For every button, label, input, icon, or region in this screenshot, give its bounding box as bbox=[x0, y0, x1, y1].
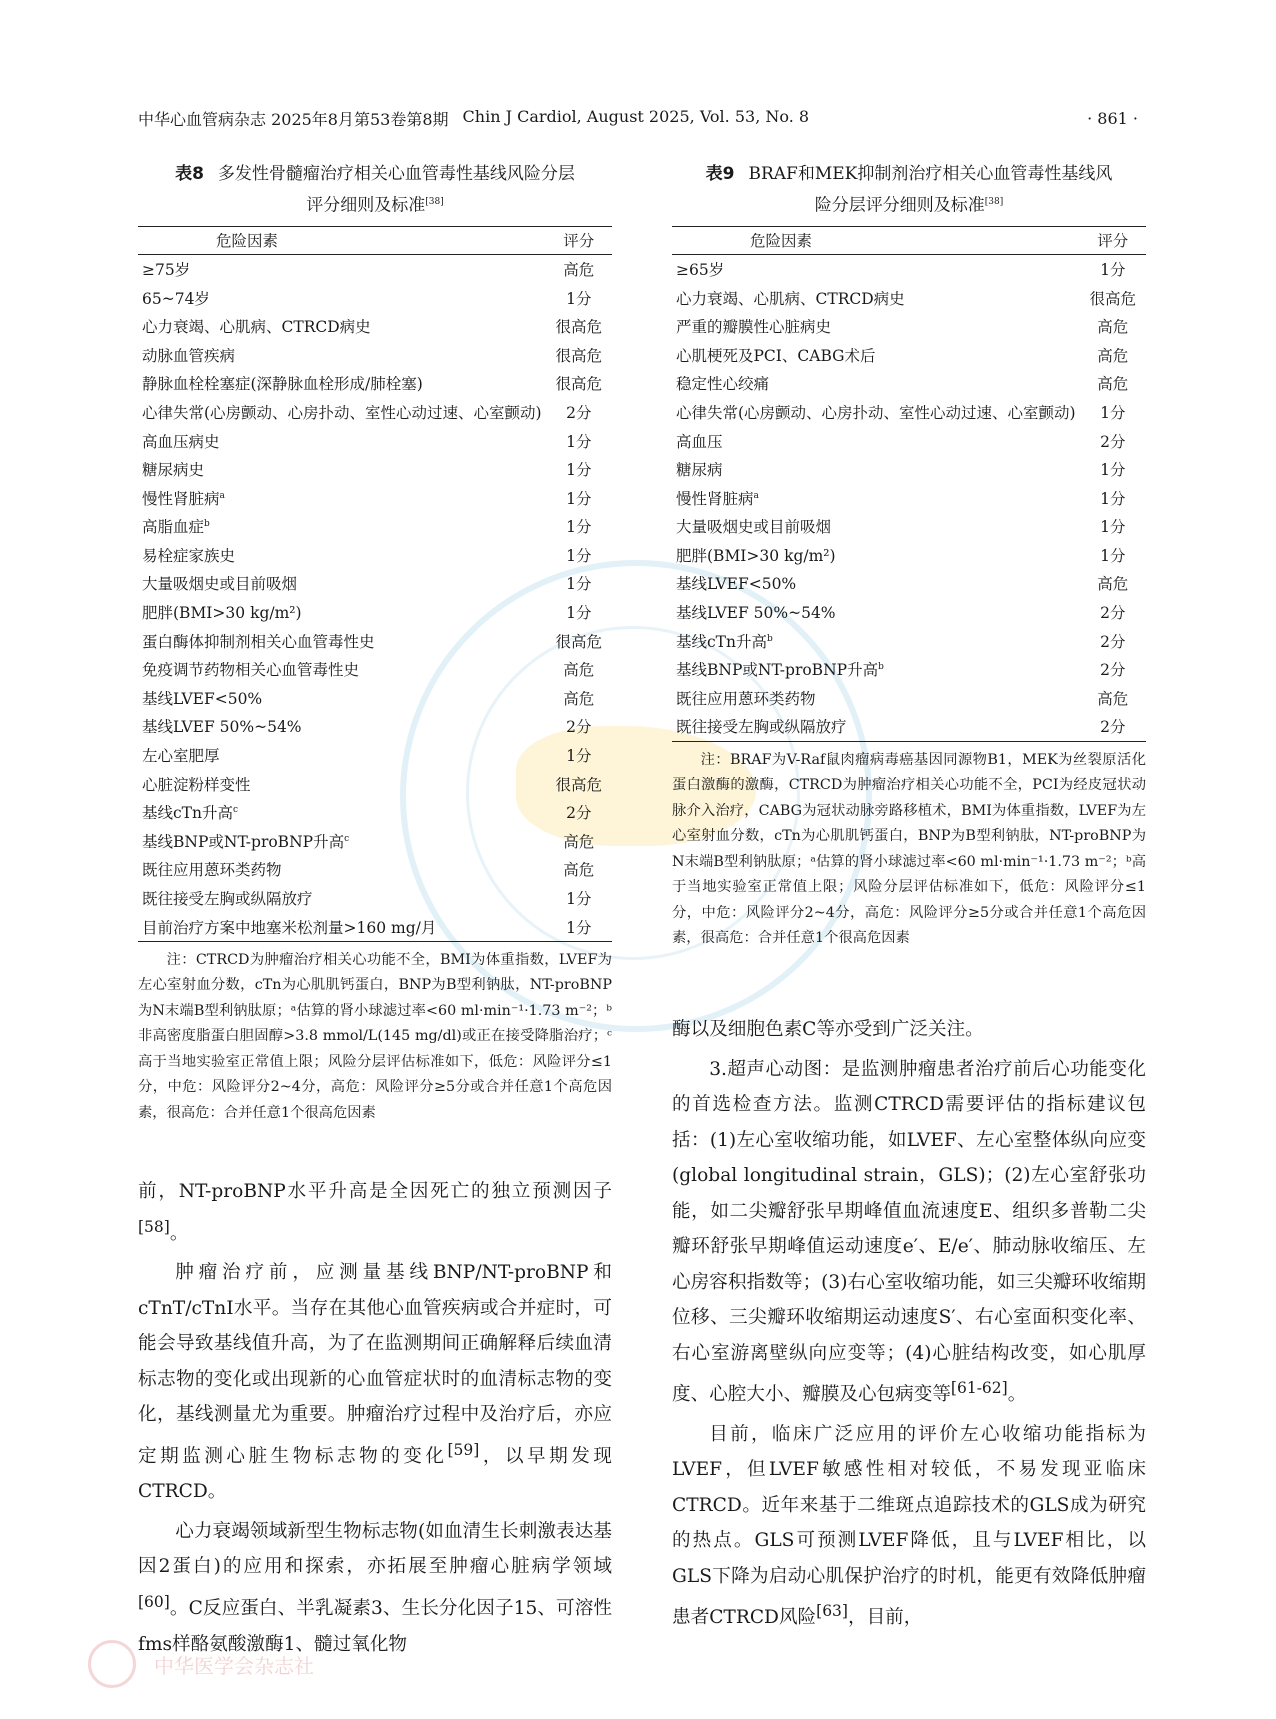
risk-factor-cell: 既往接受左胸或纵隔放疗 bbox=[142, 890, 313, 909]
score-cell: 1分 bbox=[546, 912, 612, 941]
risk-factor-cell: 免疫调节药物相关心血管毒性史 bbox=[142, 661, 360, 680]
risk-factor-cell: 基线LVEF<50% bbox=[676, 575, 797, 594]
table-row bbox=[138, 569, 612, 598]
table-row bbox=[138, 884, 612, 913]
score-cell: 1分 bbox=[566, 461, 592, 480]
table-row bbox=[138, 684, 612, 713]
risk-factor-cell: 基线LVEF 50%~54% bbox=[142, 718, 302, 737]
table8-header-factor: 危险因素 bbox=[138, 226, 546, 254]
score-cell: 很高危 bbox=[555, 346, 603, 365]
score-cell: 高危 bbox=[1097, 346, 1129, 365]
risk-factor-cell: ≥65岁 bbox=[676, 260, 725, 279]
risk-factor-cell: 大量吸烟史或目前吸烟 bbox=[676, 518, 832, 537]
score-cell: 1分 bbox=[1100, 461, 1126, 480]
score-cell: 1分 bbox=[1100, 518, 1126, 537]
score-cell: 1分 bbox=[1100, 546, 1126, 565]
risk-factor-cell: 基线cTn升高$^c$ bbox=[142, 804, 239, 823]
table-row bbox=[672, 483, 1146, 512]
risk-factor-cell: 基线BNP或NT-proBNP升高$^b$ bbox=[676, 661, 884, 680]
score-cell: 1分 bbox=[566, 289, 592, 308]
table-row bbox=[138, 712, 612, 741]
table9-note: 注：BRAF为V-Raf鼠肉瘤病毒癌基因同源物B1，MEK为丝裂原活化蛋白激酶的激酶，CTRCD为肿瘤治疗相关心功能不全，PCI为经皮冠状动脉介入治疗，CABG为冠状动脉旁路移植术，BMI为体重指数，LVEF为左心室射血分数，cTn为心肌肌钙蛋白，BNP为B型利钠肽，NT-proBNP为N末端B型利钠肽原；ᵃ估算的肾小球滤过率<60 ml·min⁻¹·1.73 m⁻²；ᵇ高于当地实验室正常值上限；风险分层评估标准如下，低危：风险评分≤1分，中危：风险评分2~4分，高危：风险评分≥5分或合并任意1个高危因素，很高危：合并任意1个很高危因素 bbox=[672, 751, 1146, 947]
paragraph: 肿瘤治疗前，应测量基线BNP/NT-proBNP和cTnT/cTnI水平。当存在其他心血管疾病或合并症时，可能会导致基线值升高，为了在监测期间正确解释后续血清标志物的变化或出现新的心血管症状时的血清标志物的变化，基线测量尤为重要。肿瘤治疗过程中及治疗后，亦应定期监测心脏生物标志物的变化[59]，以早期发现CTRCD。 bbox=[138, 1262, 612, 1503]
risk-factor-cell: 心力衰竭、心肌病、CTRCD病史 bbox=[676, 289, 905, 308]
score-cell: 1分 bbox=[566, 518, 592, 537]
score-cell: 高危 bbox=[1097, 689, 1129, 708]
table-row bbox=[672, 340, 1146, 369]
risk-factor-cell: 既往接受左胸或纵隔放疗 bbox=[672, 712, 1080, 741]
table-row bbox=[672, 283, 1146, 312]
table-row bbox=[672, 369, 1146, 398]
risk-factor-cell: 易栓症家族史 bbox=[142, 546, 236, 565]
risk-factor-cell: 稳定性心绞痛 bbox=[676, 375, 770, 394]
risk-factor-cell: 左心室肥厚 bbox=[142, 747, 220, 766]
page-header bbox=[138, 104, 1138, 132]
risk-factor-cell: 高血压 bbox=[676, 432, 723, 451]
table8-title: 表8 多发性骨髓瘤治疗相关心血管毒性基线风险分层评分细则及标准[38] bbox=[175, 164, 575, 216]
table-row bbox=[672, 541, 1146, 570]
score-cell: 2分 bbox=[1100, 661, 1126, 680]
table8 bbox=[138, 226, 612, 942]
table-row bbox=[138, 254, 612, 283]
risk-factor-cell: 静脉血栓栓塞症(深静脉血栓形成/肺栓塞) bbox=[142, 375, 423, 394]
table-row bbox=[672, 569, 1146, 598]
table-row bbox=[138, 398, 612, 427]
publisher-name: 中华医学会杂志社 bbox=[154, 1653, 314, 1678]
table-row bbox=[138, 312, 612, 341]
risk-factor-cell: 肥胖(BMI>30 kg/m²) bbox=[676, 546, 836, 565]
score-cell: 1分 bbox=[566, 575, 592, 594]
risk-factor-cell: 慢性肾脏病$^a$ bbox=[142, 489, 225, 508]
paragraph: 前，NT-proBNP水平升高是全因死亡的独立预测因子[58]。 bbox=[138, 1181, 612, 1244]
score-cell: 1分 bbox=[1100, 403, 1126, 422]
score-cell: 1分 bbox=[1100, 260, 1126, 279]
table9 bbox=[672, 226, 1146, 742]
risk-factor-cell: 蛋白酶体抑制剂相关心血管毒性史 bbox=[142, 632, 375, 651]
table-row bbox=[672, 684, 1146, 713]
risk-factor-cell: 基线BNP或NT-proBNP升高$^c$ bbox=[142, 832, 350, 851]
score-cell: 1分 bbox=[566, 747, 592, 766]
table8-block bbox=[138, 160, 612, 1126]
table8-header-score: 评分 bbox=[546, 226, 612, 254]
risk-factor-cell: 高脂血症$^b$ bbox=[142, 518, 210, 537]
score-cell: 2分 bbox=[566, 403, 592, 422]
risk-factor-cell: 基线LVEF 50%~54% bbox=[676, 604, 836, 623]
table-row bbox=[672, 512, 1146, 541]
paragraph: 3.超声心动图：是监测肿瘤患者治疗前后心功能变化的首选检查方法。监测CTRCD需要评估的指标建议包括：(1)左心室收缩功能，如LVEF、左心室整体纵向应变(global longitudinal strain，GLS)；(2)左心室舒张功能，如二尖瓣舒张早期峰值血流速度E、组织多普勒二尖瓣环舒张早期峰值运动速度e′、E/e′、肺动脉收缩压、左心房容积指数等；(3)右心室收缩功能，如三尖瓣环收缩期位移、三尖瓣环收缩期运动速度S′、右心室面积变化率、右心室游离壁纵向应变等；(4)心脏结构改变，如心肌厚度、心腔大小、瓣膜及心包病变等[61-62]。 bbox=[672, 1058, 1146, 1406]
left-body-text bbox=[138, 1174, 612, 1662]
score-cell: 很高危 bbox=[555, 632, 603, 651]
score-cell: 很高危 bbox=[1089, 289, 1137, 308]
table-row bbox=[138, 426, 612, 455]
score-cell: 2分 bbox=[566, 718, 592, 737]
table-row bbox=[138, 340, 612, 369]
table-row bbox=[672, 598, 1146, 627]
score-cell: 高危 bbox=[563, 661, 595, 680]
score-cell: 很高危 bbox=[555, 318, 603, 337]
table-row bbox=[672, 398, 1146, 427]
table9-header-score: 评分 bbox=[1080, 226, 1146, 254]
table-row bbox=[138, 655, 612, 684]
table-row bbox=[672, 312, 1146, 341]
table-row bbox=[672, 626, 1146, 655]
risk-factor-cell: 慢性肾脏病$^a$ bbox=[676, 489, 759, 508]
score-cell: 2分 bbox=[566, 804, 592, 823]
risk-factor-cell: 心肌梗死及PCI、CABG术后 bbox=[676, 346, 876, 365]
score-cell: 2分 bbox=[1100, 604, 1126, 623]
score-cell: 1分 bbox=[566, 604, 592, 623]
table-row bbox=[138, 541, 612, 570]
table-row bbox=[672, 426, 1146, 455]
risk-factor-cell: 既往应用蒽环类药物 bbox=[676, 689, 816, 708]
risk-factor-cell: ≥75岁 bbox=[142, 260, 191, 279]
table-row bbox=[138, 912, 612, 941]
score-cell: 高危 bbox=[563, 861, 595, 880]
score-cell: 1分 bbox=[566, 890, 592, 909]
table9-title: 表9 BRAF和MEK抑制剂治疗相关心血管毒性基线风险分层评分细则及标准[38] bbox=[705, 164, 1113, 216]
risk-factor-cell: 基线LVEF<50% bbox=[142, 689, 263, 708]
score-cell: 2分 bbox=[1100, 632, 1126, 651]
risk-factor-cell: 严重的瓣膜性心脏病史 bbox=[676, 318, 832, 337]
table-row bbox=[138, 827, 612, 856]
score-cell: 高危 bbox=[563, 689, 595, 708]
risk-factor-cell: 心律失常(心房颤动、心房扑动、室性心动过速、心室颤动) bbox=[142, 403, 542, 422]
journal-title-en: Chin J Cardiol, August 2025, Vol. 53, No. 8 bbox=[462, 106, 810, 126]
score-cell: 高危 bbox=[563, 260, 595, 279]
risk-factor-cell: 基线cTn升高$^b$ bbox=[676, 632, 773, 651]
score-cell: 很高危 bbox=[555, 775, 603, 794]
journal-title-cn: 中华心血管病杂志 2025年8月第53卷第8期 bbox=[138, 109, 449, 129]
score-cell: 高危 bbox=[1097, 318, 1129, 337]
score-cell: 1分 bbox=[566, 489, 592, 508]
table-row bbox=[138, 741, 612, 770]
score-cell: 高危 bbox=[563, 832, 595, 851]
score-cell: 1分 bbox=[1100, 489, 1126, 508]
risk-factor-cell: 心律失常(心房颤动、心房扑动、室性心动过速、心室颤动) bbox=[676, 403, 1076, 422]
score-cell: 1分 bbox=[566, 546, 592, 565]
risk-factor-cell: 糖尿病史 bbox=[142, 461, 205, 480]
score-cell: 高危 bbox=[1097, 375, 1129, 394]
paragraph: 心力衰竭领域新型生物标志物(如血清生长刺激表达基因2蛋白)的应用和探索，亦拓展至肿瘤心脏病学领域[60]。C反应蛋白、半乳凝素3、生长分化因子15、可溶性fms样酪氨酸激酶1、髓过氧化物 bbox=[138, 1520, 612, 1655]
table9-block bbox=[672, 160, 1146, 952]
score-cell: 很高危 bbox=[555, 375, 603, 394]
score-cell: 高危 bbox=[1097, 575, 1129, 594]
risk-factor-cell: 肥胖(BMI>30 kg/m²) bbox=[142, 604, 302, 623]
risk-factor-cell: 既往应用蒽环类药物 bbox=[142, 861, 282, 880]
risk-factor-cell: 高血压病史 bbox=[142, 432, 220, 451]
table-row bbox=[672, 655, 1146, 684]
table-row bbox=[138, 283, 612, 312]
score-cell: 1分 bbox=[566, 432, 592, 451]
score-cell: 2分 bbox=[1100, 432, 1126, 451]
paragraph: 酶以及细胞色素C等亦受到广泛关注。 bbox=[672, 1019, 984, 1040]
risk-factor-cell: 动脉血管疾病 bbox=[142, 346, 236, 365]
table-row bbox=[138, 455, 612, 484]
page-number: · 861 · bbox=[1087, 108, 1138, 128]
table-row bbox=[138, 798, 612, 827]
table-row bbox=[138, 769, 612, 798]
table-row bbox=[672, 254, 1146, 283]
table-row bbox=[138, 512, 612, 541]
risk-factor-cell: 糖尿病 bbox=[676, 461, 723, 480]
publisher-seal-icon bbox=[88, 1640, 136, 1688]
risk-factor-cell: 心脏淀粉样变性 bbox=[142, 775, 251, 794]
table-row bbox=[672, 712, 1146, 741]
table8-note: 注：CTRCD为肿瘤治疗相关心功能不全，BMI为体重指数，LVEF为左心室射血分数，cTn为心肌肌钙蛋白，BNP为B型利钠肽，NT-proBNP为N末端B型利钠肽原；ᵃ估算的肾小球滤过率<60 ml·min⁻¹·1.73 m⁻²；ᵇ非高密度脂蛋白胆固醇>3.8 mmol/L(145 mg/dl)或正在接受降脂治疗；ᶜ高于当地实验室正常值上限；风险分层评估标准如下，低危：风险评分≤1分，中危：风险评分2~4分，高危：风险评分≥5分或合并任意1个高危因素，很高危：合并任意1个很高危因素 bbox=[138, 951, 612, 1121]
table-row bbox=[138, 855, 612, 884]
table-row bbox=[138, 369, 612, 398]
table-row bbox=[138, 598, 612, 627]
score-cell: 2分 bbox=[1080, 712, 1146, 741]
table-row bbox=[672, 455, 1146, 484]
table9-header-factor: 危险因素 bbox=[672, 226, 1080, 254]
right-body-text bbox=[672, 1012, 1146, 1636]
risk-factor-cell: 心力衰竭、心肌病、CTRCD病史 bbox=[142, 318, 371, 337]
risk-factor-cell: 65~74岁 bbox=[142, 289, 210, 308]
risk-factor-cell: 目前治疗方案中地塞米松剂量>160 mg/月 bbox=[138, 912, 546, 941]
publisher-logo bbox=[88, 1640, 314, 1688]
table-row bbox=[138, 483, 612, 512]
paragraph: 目前，临床广泛应用的评价左心收缩功能指标为LVEF，但LVEF敏感性相对较低，不易发现亚临床CTRCD。近年来基于二维斑点追踪技术的GLS成为研究的热点。GLS可预测LVEF降低，且与LVEF相比，以GLS下降为启动心肌保护治疗的时机，能更有效降低肿瘤患者CTRCD风险[63]，目前， bbox=[672, 1423, 1146, 1629]
risk-factor-cell: 大量吸烟史或目前吸烟 bbox=[142, 575, 298, 594]
table-row bbox=[138, 626, 612, 655]
